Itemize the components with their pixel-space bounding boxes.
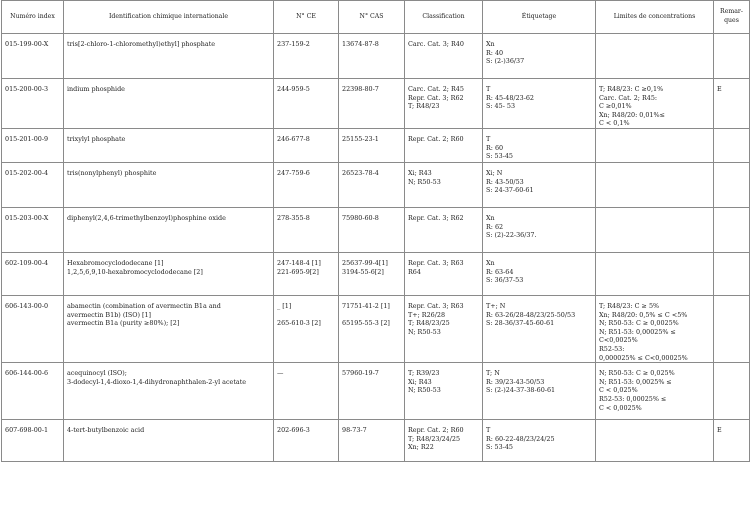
cell-line: avermectin B1a (purity ≥80%); [2]: [67, 319, 180, 328]
cell-index: [2, 79, 64, 129]
cell-line: 202-696-3: [277, 426, 310, 435]
cell-line: 3194-55-6[2]: [342, 267, 384, 276]
header-remarques: Remar- ques: [714, 1, 750, 34]
cell-identification: [64, 79, 274, 129]
cell-cas-number: [339, 363, 405, 420]
cell-cas-number: [339, 162, 405, 207]
header-cas: N° CAS: [339, 1, 405, 34]
cell-cas-number: [339, 252, 405, 295]
cell-line: C < 0,0025%: [599, 403, 642, 412]
cell-etiquetage: [483, 420, 596, 462]
cell-line: C<0,0025%: [599, 336, 638, 345]
cell-line: 75980-60-8: [342, 213, 379, 222]
cell-line: S: (2-)36/37: [486, 57, 525, 66]
cell-line: R: 45-48/23-62: [486, 93, 534, 102]
cell-line: Carc. Cat. 3; R40: [408, 40, 464, 48]
cell-line: T; N: [486, 369, 500, 378]
cell-line: S: (2)-22-36/37.: [486, 231, 537, 240]
cell-line: 265-610-3 [2]: [277, 319, 321, 328]
cell-index: [2, 207, 64, 252]
cell-text: 606-143-00-0: [5, 301, 49, 310]
cell-remarques: [714, 34, 750, 79]
cell-line: 22398-80-7: [342, 85, 379, 93]
cell-line: R: 62: [486, 222, 504, 231]
cell-remarques: [714, 128, 750, 162]
cell-text: 602-109-00-4: [5, 258, 49, 267]
header-etiquetage: Étiquetage: [483, 1, 596, 34]
cell-ce-number: [274, 420, 339, 462]
cell-classification: [405, 207, 483, 252]
table-row: [2, 295, 750, 362]
header-identification: Identification chimique internationale: [64, 1, 274, 34]
cell-cas-number: [339, 207, 405, 252]
cell-ce-number: [274, 252, 339, 295]
cell-line: T; R48/23: C ≥0,1%: [599, 85, 664, 93]
cell-line: 57960-19-7: [342, 369, 379, 378]
cell-text: 607-698-00-1: [5, 426, 49, 435]
header-index: Numéro index: [2, 1, 64, 34]
cell-cas-number: [339, 34, 405, 79]
cell-line: _ [1]: [277, 301, 292, 310]
cell-classification: [405, 79, 483, 129]
cell-limites: [596, 34, 714, 79]
cell-line: —: [277, 369, 284, 378]
cell-line: N; R51-53: 0,0025% ≤: [599, 377, 672, 386]
cell-line: R52-53: 0,00025% ≤: [599, 394, 667, 403]
cell-line: T; R48/23/25: [408, 319, 450, 328]
cell-line: N; R50-53: [408, 177, 441, 186]
cell-ce-number: [274, 162, 339, 207]
cell-classification: [405, 34, 483, 79]
table-row: [2, 207, 750, 252]
cell-text: 015-199-00-X: [5, 40, 49, 48]
cell-text: E: [717, 426, 722, 435]
table-row: [2, 252, 750, 295]
cell-line: S: 24-37-60-61: [486, 186, 534, 195]
cell-remarques: [714, 420, 750, 462]
cell-limites: [596, 79, 714, 129]
cell-line: 13674-87-8: [342, 40, 379, 48]
cell-ce-number: [274, 128, 339, 162]
cell-line: tris[2-chloro-1-chloromethyl)ethyl] phosphate: [67, 40, 216, 48]
cell-line: 278-355-8: [277, 213, 310, 222]
cell-ce-number: [274, 207, 339, 252]
cell-etiquetage: [483, 252, 596, 295]
cell-line: C < 0,1%: [599, 119, 630, 128]
cell-line: R: 60: [486, 143, 504, 152]
cell-line: 244-959-5: [277, 85, 310, 93]
cell-identification: [64, 34, 274, 79]
cell-line: 1,2,5,6,9,10-hexabromocyclododecane [2]: [67, 267, 203, 276]
cell-etiquetage: [483, 128, 596, 162]
cell-identification: [64, 420, 274, 462]
cell-limites: [596, 207, 714, 252]
cell-cas-number: [339, 295, 405, 362]
cell-line: T: [486, 85, 491, 93]
cell-classification: [405, 162, 483, 207]
cell-line: R: 40: [486, 48, 504, 57]
header-limites: Limites de concentrations: [596, 1, 714, 34]
cell-line: [277, 311, 335, 320]
cell-line: Xn: [486, 213, 495, 222]
cell-line: 4-tert-butylbenzoic acid: [67, 426, 145, 435]
cell-remarques: [714, 295, 750, 362]
cell-index: [2, 295, 64, 362]
cell-line: 237-159-2: [277, 40, 310, 48]
cell-identification: [64, 295, 274, 362]
cell-index: [2, 128, 64, 162]
table-row: [2, 420, 750, 462]
cell-line: Xn: [486, 40, 495, 48]
cell-line: R52-53:: [599, 344, 625, 353]
cell-text: 015-200-00-3: [5, 85, 49, 93]
cell-index: [2, 420, 64, 462]
cell-classification: [405, 363, 483, 420]
table-row: [2, 79, 750, 129]
header-ce: N° CE: [274, 1, 339, 34]
cell-line: T: [486, 426, 491, 435]
cell-ce-number: [274, 79, 339, 129]
cell-classification: [405, 295, 483, 362]
cell-line: R64: [408, 267, 421, 276]
cell-line: N; R50-53: [408, 386, 441, 395]
cell-limites: [596, 128, 714, 162]
cell-identification: [64, 363, 274, 420]
cell-line: N; R50-53: C ≥ 0,025%: [599, 369, 675, 378]
cell-line: 98-73-7: [342, 426, 367, 435]
cell-line: Repr. Cat. 3; R62: [408, 93, 464, 102]
table-row: [2, 34, 750, 79]
header-row: [2, 1, 750, 34]
cell-line: acequinocyl (ISO);: [67, 369, 127, 378]
cell-classification: [405, 420, 483, 462]
cell-line: Repr. Cat. 3; R62: [408, 213, 464, 222]
cell-remarques: [714, 162, 750, 207]
cell-etiquetage: [483, 207, 596, 252]
cell-line: R: 60-22-48/23/24/25: [486, 434, 555, 443]
cell-ce-number: [274, 34, 339, 79]
cell-line: Repr. Cat. 2; R60: [408, 426, 464, 435]
cell-line: R: 63-26/28-48/23/25-50/53: [486, 310, 576, 319]
table-row: [2, 363, 750, 420]
cell-identification: [64, 128, 274, 162]
cell-line: [342, 311, 401, 320]
cell-line: Xn; R48/20: 0,01%≤: [599, 110, 665, 119]
header-classification: Classification: [405, 1, 483, 34]
cell-identification: [64, 252, 274, 295]
cell-line: 65195-55-3 [2]: [342, 319, 390, 328]
cell-line: Xi; R43: [408, 168, 432, 177]
cell-line: Carc. Cat. 2; R45: [408, 85, 464, 93]
cell-line: N; R50-53: [408, 327, 441, 336]
cell-line: T+; N: [486, 301, 506, 310]
cell-line: Hexabromocyclododecane [1]: [67, 258, 164, 267]
cell-line: 3-dodecyl-1,4-dioxo-1,4-dihydronaphthalen-2-yl acetate: [67, 377, 247, 386]
cell-etiquetage: [483, 162, 596, 207]
cell-line: T; R48/23: [408, 102, 440, 111]
cell-line: Repr. Cat. 2; R60: [408, 134, 464, 143]
cell-limites: [596, 252, 714, 295]
cell-etiquetage: [483, 34, 596, 79]
cell-cas-number: [339, 420, 405, 462]
cell-classification: [405, 128, 483, 162]
cell-line: T; R48/23: C ≥ 5%: [599, 301, 660, 310]
cell-text: 015-201-00-9: [5, 134, 49, 143]
cell-line: Xi; R43: [408, 377, 432, 386]
cell-line: tris(nonylphenyl) phosphite: [67, 168, 157, 177]
cell-remarques: [714, 79, 750, 129]
cell-line: S: 53-45: [486, 443, 513, 452]
cell-line: abamectin (combination of avermectin B1a and: [67, 301, 221, 310]
cell-line: R: 39/23-43-50/53: [486, 377, 545, 386]
cell-cas-number: [339, 128, 405, 162]
cell-limites: [596, 420, 714, 462]
cell-line: 71751-41-2 [1]: [342, 301, 390, 310]
cell-text: 015-203-00-X: [5, 213, 49, 222]
cell-limites: [596, 363, 714, 420]
table-row: [2, 128, 750, 162]
cell-line: T+; R26/28: [408, 310, 446, 319]
cell-line: N; R50-53: C ≥ 0,0025%: [599, 319, 679, 328]
cell-line: 0,000025% ≤ C<0,00025%: [599, 353, 688, 362]
cell-line: 26523-78-4: [342, 168, 379, 177]
cell-remarques: [714, 252, 750, 295]
cell-identification: [64, 162, 274, 207]
cell-line: 247-759-6: [277, 168, 310, 177]
cell-line: N; R51-53: 0,00025% ≤: [599, 327, 676, 336]
cell-line: Xn; R48/20: 0,5% ≤ C <5%: [599, 310, 688, 319]
cell-line: T; R39/23: [408, 369, 440, 378]
cell-ce-number: [274, 363, 339, 420]
cell-line: avermectin B1b) (ISO) [1]: [67, 310, 152, 319]
cell-ce-number: [274, 295, 339, 362]
cell-etiquetage: [483, 79, 596, 129]
cell-etiquetage: [483, 363, 596, 420]
cell-line: T; R48/23/24/25: [408, 434, 461, 443]
cell-line: 246-677-8: [277, 134, 310, 143]
cell-line: Xn; R22: [408, 443, 434, 452]
cell-line: S: 36/37-53: [486, 276, 524, 285]
cell-line: Carc. Cat. 2; R45:: [599, 93, 658, 102]
cell-line: C ≥0,01%: [599, 102, 632, 111]
cell-line: C < 0,025%: [599, 386, 638, 395]
cell-index: [2, 363, 64, 420]
cell-line: Repr. Cat. 3; R63: [408, 301, 464, 310]
cell-line: 221-695-9[2]: [277, 267, 319, 276]
cell-etiquetage: [483, 295, 596, 362]
cell-line: 25155-23-1: [342, 134, 379, 143]
cell-index: [2, 252, 64, 295]
classification-table: [1, 0, 750, 462]
cell-line: S: 53-45: [486, 152, 513, 161]
cell-line: S: 45- 53: [486, 102, 516, 111]
cell-text: 606-144-00-6: [5, 369, 49, 378]
cell-remarques: [714, 207, 750, 252]
cell-line: 25637-99-4[1]: [342, 258, 388, 267]
cell-line: R: 63-64: [486, 267, 514, 276]
cell-identification: [64, 207, 274, 252]
cell-index: [2, 34, 64, 79]
cell-line: S: (2-)24-37-38-60-61: [486, 386, 556, 395]
cell-classification: [405, 252, 483, 295]
cell-line: Xi; N: [486, 168, 503, 177]
cell-line: S: 28-36/37-45-60-61: [486, 319, 555, 328]
cell-line: Repr. Cat. 3; R63: [408, 258, 464, 267]
cell-line: Xn: [486, 258, 495, 267]
cell-limites: [596, 295, 714, 362]
cell-line: R: 43-50/53: [486, 177, 524, 186]
cell-line: trixylyl phosphate: [67, 134, 126, 143]
table-row: [2, 162, 750, 207]
cell-line: T: [486, 134, 491, 143]
cell-index: [2, 162, 64, 207]
cell-text: E: [717, 85, 722, 93]
cell-line: diphenyl(2,4,6-trimethylbenzoyl)phosphine oxide: [67, 213, 226, 222]
cell-line: 247-148-4 [1]: [277, 258, 321, 267]
cell-text: 015-202-00-4: [5, 168, 49, 177]
cell-cas-number: [339, 79, 405, 129]
cell-line: indium phosphide: [67, 85, 125, 93]
cell-limites: [596, 162, 714, 207]
cell-remarques: [714, 363, 750, 420]
